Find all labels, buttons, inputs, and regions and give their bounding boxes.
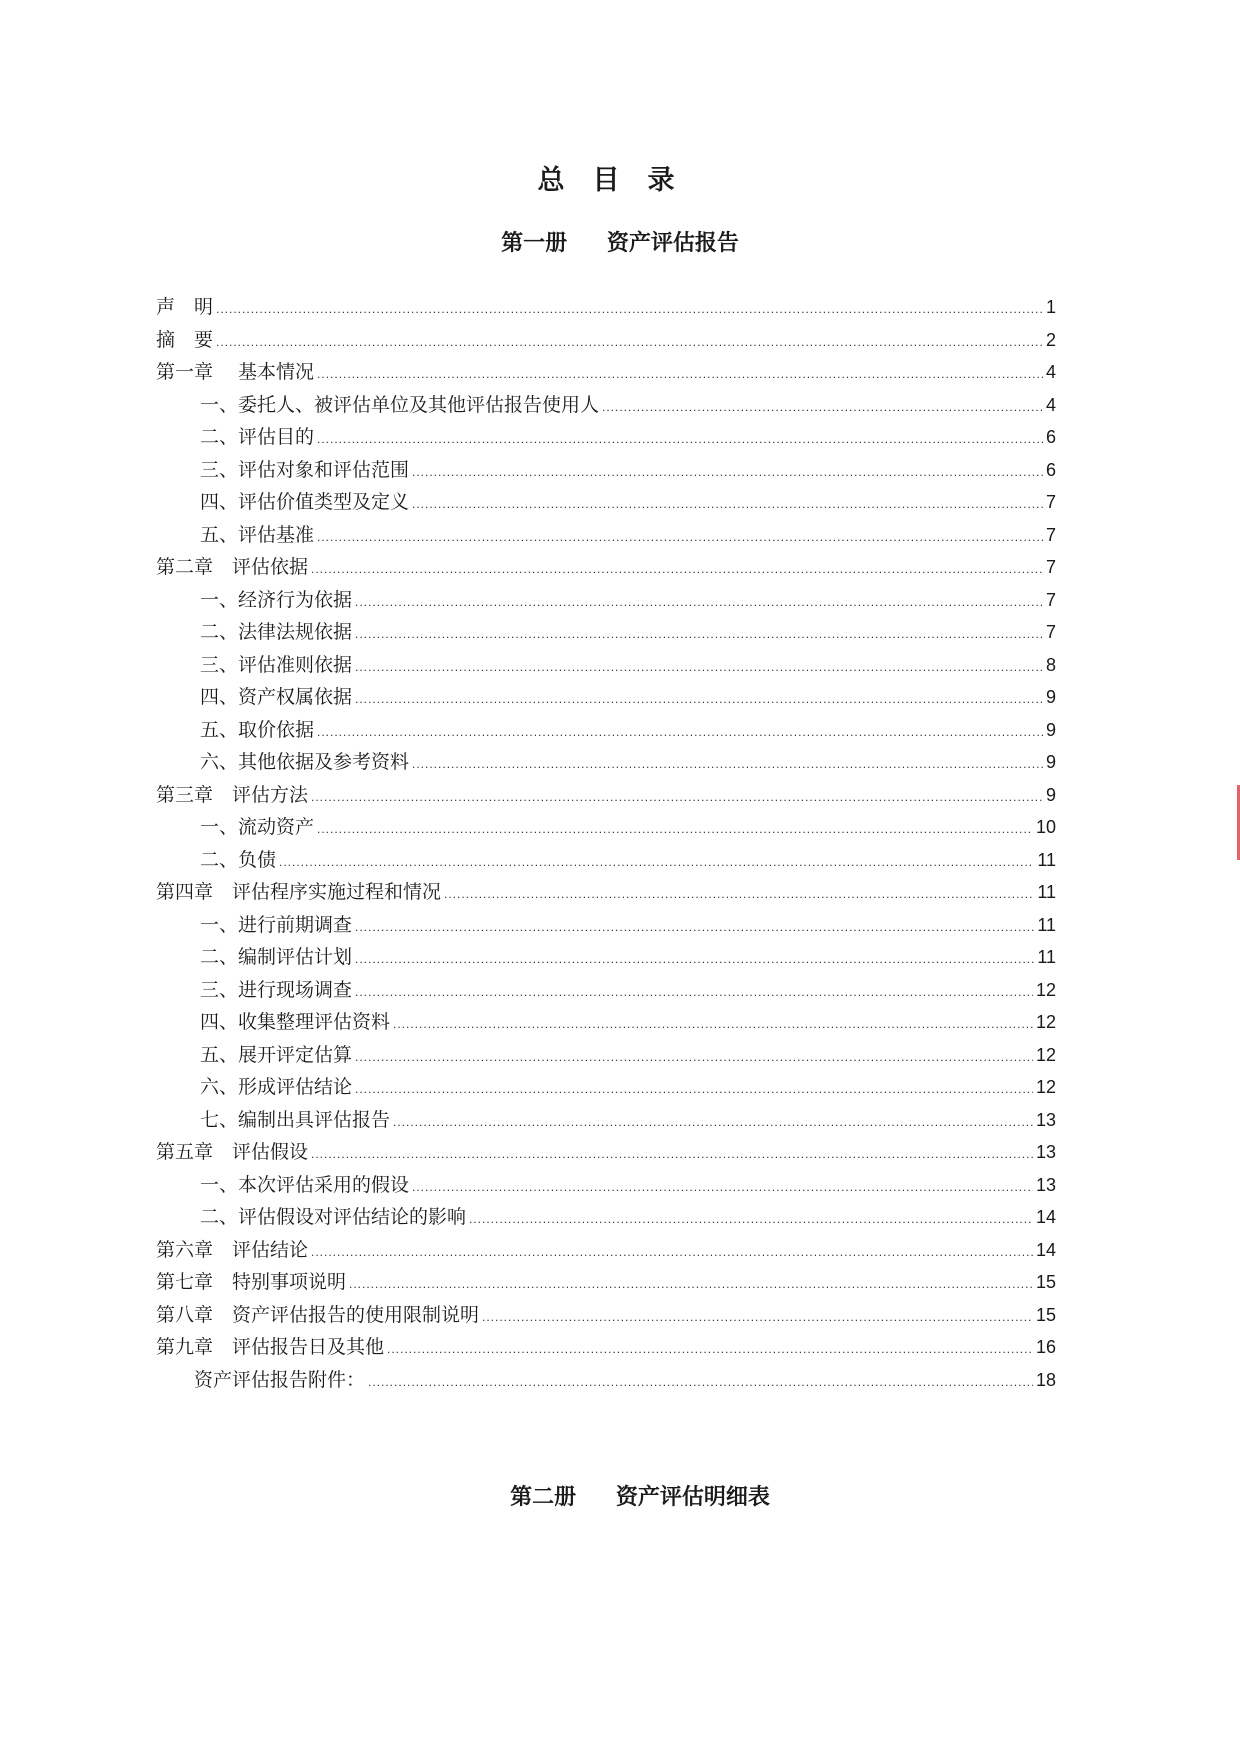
dot-leader xyxy=(412,465,1043,479)
toc-entry-label: 第三章 评估方法 xyxy=(156,783,309,806)
dot-leader xyxy=(216,302,1043,316)
dot-leader xyxy=(355,595,1043,609)
toc-entry-label: 二、编制评估计划 xyxy=(200,946,353,968)
toc-entry-label: 三、进行现场调查 xyxy=(200,978,353,1001)
dot-leader xyxy=(444,887,1034,901)
toc-entry-page: 10 xyxy=(1035,817,1056,837)
toc-entry-page: 12 xyxy=(1035,1044,1056,1065)
toc-entry-label: 第一章 基本情况 xyxy=(156,361,315,383)
toc-entry[interactable] xyxy=(156,520,1056,553)
toc-entry-page: 9 xyxy=(1045,687,1056,707)
toc-entry[interactable] xyxy=(156,1267,1056,1300)
toc-entry-page: 13 xyxy=(1035,1142,1056,1162)
toc-entry-page: 12 xyxy=(1035,1012,1056,1032)
toc-entry-page: 11 xyxy=(1037,882,1056,902)
toc-entry[interactable] xyxy=(156,747,1056,780)
toc-entry-label: 二、负债 xyxy=(200,848,277,871)
toc-entry[interactable] xyxy=(156,617,1056,650)
toc-entry-page: 4 xyxy=(1045,394,1056,415)
dot-leader xyxy=(311,1147,1033,1161)
toc-entry-page: 14 xyxy=(1035,1239,1056,1260)
toc-entry[interactable] xyxy=(156,487,1056,520)
dot-leader xyxy=(412,1180,1033,1194)
dot-leader xyxy=(317,822,1033,836)
toc-entry[interactable] xyxy=(156,455,1056,488)
toc-entry-label: 三、评估准则依据 xyxy=(200,653,353,676)
toc-entry-page: 12 xyxy=(1035,979,1056,1000)
toc-entry[interactable] xyxy=(156,1137,1056,1170)
dot-leader xyxy=(355,1082,1033,1096)
toc-entry-label: 一、进行前期调查 xyxy=(200,913,353,936)
dot-leader xyxy=(355,660,1043,674)
toc-entry-label: 第九章 评估报告日及其他 xyxy=(156,1336,385,1358)
toc-entry-label: 二、评估假设对评估结论的影响 xyxy=(200,1206,467,1228)
toc-entry-page: 16 xyxy=(1035,1337,1056,1357)
toc-entry[interactable] xyxy=(156,812,1056,845)
toc-entry-label: 声 明 xyxy=(156,296,214,318)
toc-entry-page: 4 xyxy=(1045,362,1056,382)
dot-leader xyxy=(317,367,1043,381)
toc-entry[interactable] xyxy=(156,877,1056,910)
toc-entry-page: 8 xyxy=(1045,654,1056,675)
toc-entry-page: 7 xyxy=(1045,557,1056,577)
dot-leader xyxy=(317,725,1043,739)
toc-entry-page: 13 xyxy=(1035,1174,1056,1195)
dot-leader xyxy=(317,432,1043,446)
dot-leader xyxy=(311,790,1043,804)
volume-2-name: 资产评估明细表 xyxy=(615,1484,770,1510)
toc-entry-page: 9 xyxy=(1045,752,1056,772)
toc-entry-page: 9 xyxy=(1045,784,1056,805)
volume-1-name: 资产评估报告 xyxy=(606,230,739,256)
toc-entry-page: 18 xyxy=(1035,1369,1056,1390)
toc-entry-label: 第七章 特别事项说明 xyxy=(156,1271,347,1293)
toc-entry-page: 7 xyxy=(1045,524,1056,545)
dot-leader xyxy=(311,1245,1033,1259)
toc-entry-label: 四、评估价值类型及定义 xyxy=(200,491,410,513)
toc-entry-label: 六、形成评估结论 xyxy=(200,1076,353,1098)
volume-1-heading xyxy=(0,226,1240,257)
toc-entry[interactable] xyxy=(156,1040,1056,1073)
dot-leader xyxy=(482,1310,1033,1324)
toc-entry[interactable] xyxy=(156,422,1056,455)
toc-entry-page: 13 xyxy=(1035,1109,1056,1130)
toc-entry-label: 四、资产权属依据 xyxy=(200,686,353,708)
dot-leader xyxy=(469,1212,1033,1226)
toc-entry-label: 二、法律法规依据 xyxy=(200,621,353,643)
dot-leader xyxy=(393,1115,1033,1129)
toc-entry-label: 第六章 评估结论 xyxy=(156,1238,309,1261)
toc-entry[interactable] xyxy=(156,357,1056,390)
toc-entry-label: 六、其他依据及参考资料 xyxy=(200,751,410,773)
toc-entry-label: 三、评估对象和评估范围 xyxy=(200,458,410,481)
toc-entry-page: 9 xyxy=(1045,719,1056,740)
toc-entry[interactable] xyxy=(156,1007,1056,1040)
toc-entry[interactable] xyxy=(156,1202,1056,1235)
dot-leader xyxy=(311,562,1043,576)
volume-2-heading xyxy=(20,1480,1240,1511)
toc-entry-label: 第二章 评估依据 xyxy=(156,556,309,578)
toc-entry-label: 第四章 评估程序实施过程和情况 xyxy=(156,881,442,903)
toc-entry-label: 二、评估目的 xyxy=(200,426,315,448)
toc-entry[interactable] xyxy=(156,1170,1056,1203)
dot-leader xyxy=(355,952,1034,966)
toc-entry-label: 一、委托人、被评估单位及其他评估报告使用人 xyxy=(200,393,600,416)
toc-entry-page: 15 xyxy=(1035,1272,1056,1292)
toc-entry-label: 第八章 资产评估报告的使用限制说明 xyxy=(156,1303,480,1326)
dot-leader xyxy=(317,530,1043,544)
toc-entry-label: 一、流动资产 xyxy=(200,816,315,838)
dot-leader xyxy=(279,855,1034,869)
dot-leader xyxy=(349,1277,1033,1291)
toc-entry-page: 7 xyxy=(1045,492,1056,512)
toc-entry-page: 11 xyxy=(1037,914,1056,935)
toc-entry-page: 11 xyxy=(1037,947,1056,967)
dot-leader xyxy=(412,757,1043,771)
toc-entry[interactable] xyxy=(156,780,1056,813)
toc-entry[interactable] xyxy=(156,650,1056,683)
toc-entry[interactable] xyxy=(156,845,1056,878)
dot-leader xyxy=(355,627,1043,641)
toc-entry[interactable] xyxy=(156,1332,1056,1365)
dot-leader xyxy=(216,335,1043,349)
toc-entry-page: 2 xyxy=(1045,329,1056,350)
toc-entry[interactable] xyxy=(156,1235,1056,1268)
toc-entry-label: 四、收集整理评估资料 xyxy=(200,1011,391,1033)
toc-entry[interactable] xyxy=(156,1072,1056,1105)
page-title: 总目录 xyxy=(537,165,703,196)
toc-entry[interactable] xyxy=(156,975,1056,1008)
toc-entry[interactable] xyxy=(156,1365,1056,1398)
toc-entry[interactable] xyxy=(156,390,1056,423)
toc-entry-label: 五、评估基准 xyxy=(200,523,315,546)
toc-entry-label: 第五章 评估假设 xyxy=(156,1141,309,1163)
dot-leader xyxy=(368,1375,1033,1389)
toc-entry[interactable] xyxy=(156,1105,1056,1138)
toc-entry-label: 一、经济行为依据 xyxy=(200,588,353,611)
toc-entry-label: 资产评估报告附件： xyxy=(194,1368,366,1391)
toc-entry-page: 15 xyxy=(1035,1304,1056,1325)
toc-entry-page: 6 xyxy=(1045,459,1056,480)
toc-entry-label: 一、本次评估采用的假设 xyxy=(200,1173,410,1196)
dot-leader xyxy=(602,400,1043,414)
toc-entry[interactable] xyxy=(156,292,1056,325)
dot-leader xyxy=(355,985,1033,999)
table-of-contents xyxy=(156,292,1056,1397)
toc-entry[interactable] xyxy=(156,552,1056,585)
dot-leader xyxy=(355,1050,1033,1064)
toc-entry-label: 五、展开评定估算 xyxy=(200,1043,353,1066)
toc-entry-page: 11 xyxy=(1037,849,1056,870)
toc-entry[interactable] xyxy=(156,1300,1056,1333)
toc-entry-label: 摘 要 xyxy=(156,328,214,351)
toc-entry[interactable] xyxy=(156,942,1056,975)
toc-entry-page: 12 xyxy=(1035,1077,1056,1097)
toc-entry-page: 14 xyxy=(1035,1207,1056,1227)
dot-leader xyxy=(387,1342,1033,1356)
dot-leader xyxy=(412,497,1043,511)
volume-2-number: 第二册 xyxy=(510,1484,577,1510)
dot-leader xyxy=(355,920,1034,934)
toc-entry-label: 五、取价依据 xyxy=(200,718,315,741)
toc-entry-page: 6 xyxy=(1045,427,1056,447)
dot-leader xyxy=(355,692,1043,706)
toc-entry[interactable] xyxy=(156,682,1056,715)
toc-entry[interactable] xyxy=(156,585,1056,618)
toc-entry-page: 7 xyxy=(1045,622,1056,642)
dot-leader xyxy=(393,1017,1033,1031)
toc-entry[interactable] xyxy=(156,910,1056,943)
toc-entry[interactable] xyxy=(156,325,1056,358)
toc-entry-page: 1 xyxy=(1045,297,1056,317)
volume-1-number: 第一册 xyxy=(501,230,568,256)
toc-entry-page: 7 xyxy=(1045,589,1056,610)
toc-entry[interactable] xyxy=(156,715,1056,748)
toc-entry-label: 七、编制出具评估报告 xyxy=(200,1108,391,1131)
